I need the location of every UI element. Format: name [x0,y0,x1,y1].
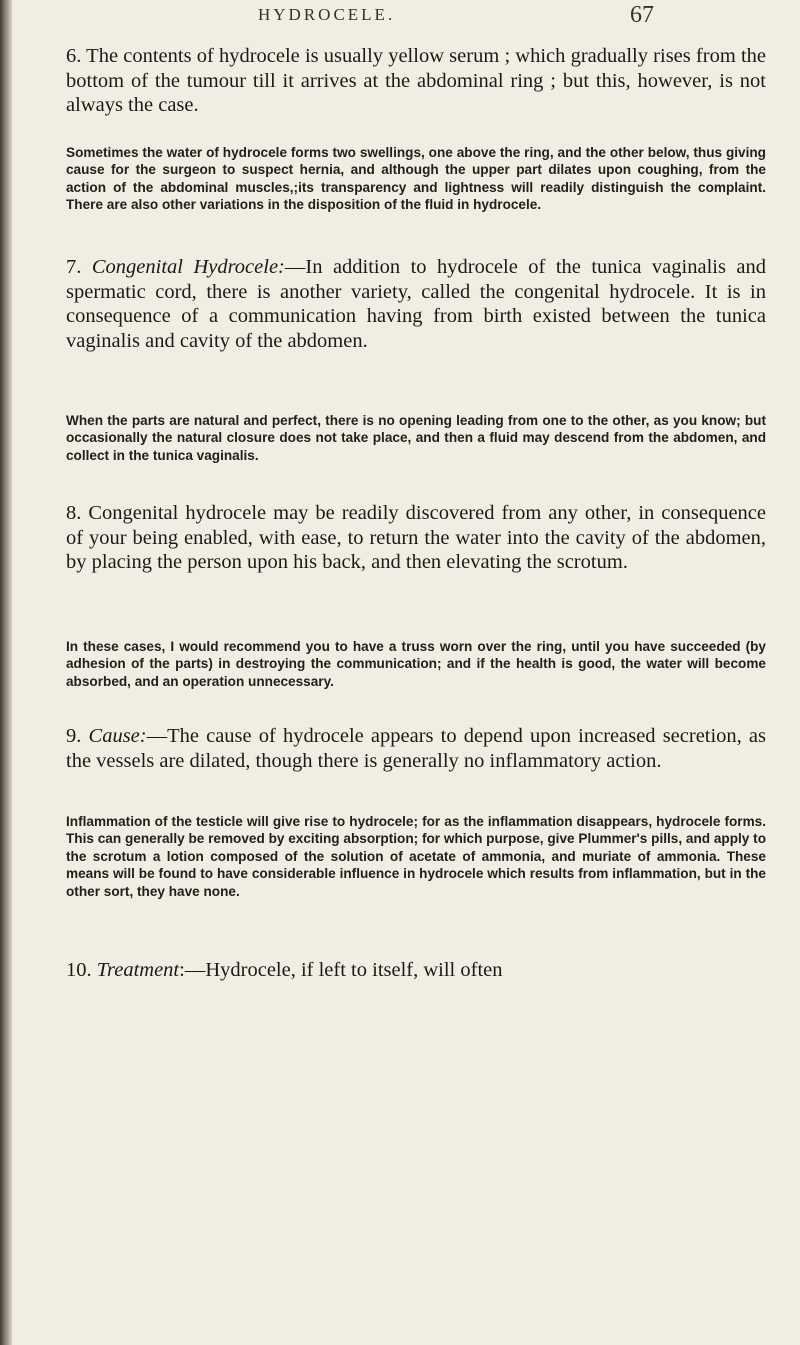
paragraph-heading: Treatment [96,959,180,981]
running-head [0,2,800,32]
note-6: Sometimes the water of hydrocele forms two swellings, one above the ring, and the other below, thus giving cause for the surgeon to suspect hernia, and although the upper part dilates upon coughing, from the action of the abdominal muscles,;its transparency and lightness will readily distinguish the complaint. There are also other variations in the disposition of the fluid in hydrocele. [66,145,766,213]
note-8: In these cases, I would recommend you to have a truss worn over the ring, until you have succeeded (by adhesion of the parts) in destroying the communication; and if the health is good, the water will become absorbed, and an operation unnecessary. [66,639,766,689]
note-7: When the parts are natural and perfect, there is no opening leading from one to the other, as you know; but occasionally the natural closure does not take place, and then a fluid may descend from the abdomen, and collect in the tunica vaginalis. [66,413,766,463]
paragraph-text: —In addition to hydrocele of the tunica vaginalis and spermatic cord, there is another variety, called the congenital hydrocele. It is in consequence of a communication having from birth existed between the tunica vaginalis and cavity of the abdomen. [66,256,767,352]
paragraph-number: 7. [66,256,82,278]
note-9: Inflammation of the testicle will give rise to hydrocele; for as the inflammation disappears, hydrocele forms. This can generally be removed by exciting absorption; for which purpose, give Plummer's pills, and apply to the scrotum a lotion composed of the solution of acetate of ammonia, and muriate of ammonia. These means will be found to have considerable influence in hydrocele which results from inflammation, but in the other sort, they have none. [66,814,766,899]
paragraph-number: 9. [66,725,82,747]
paragraph-text: Congenital hydrocele may be readily discovered from any other, in consequence of your being enabled, with ease, to return the water into the cavity of the abdomen, by placing the person upon his back, and then elevating the scrotum. [66,502,766,574]
paragraph-text: The contents of hydrocele is usually yellow serum ; which gradually rises from the bottom of the tumour till it arrives at the abdominal ring ; but this, however, is not always the case. [66,45,766,117]
paragraph-7 [66,255,766,353]
paragraph-number: 10. [66,959,92,981]
paragraph-number: 6. [66,45,82,67]
paragraph-8 [66,501,766,575]
paragraph-text: —The cause of hydrocele appears to depend upon increased secretion, as the vessels are dilated, though there is generally no inflammatory action. [66,725,767,772]
running-title: HYDROCELE. [258,5,396,24]
paragraph-10 [66,958,766,983]
page-number: 67 [630,2,654,28]
paragraph-heading: Cause: [88,725,147,747]
paragraph-heading: Congenital Hydrocele: [91,256,285,278]
paragraph-9 [66,724,766,773]
paragraph-6 [66,44,766,118]
paragraph-text: :—Hydrocele, if left to itself, will often [179,959,503,981]
book-spine-shadow [0,0,12,1345]
paragraph-number: 8. [66,502,82,524]
